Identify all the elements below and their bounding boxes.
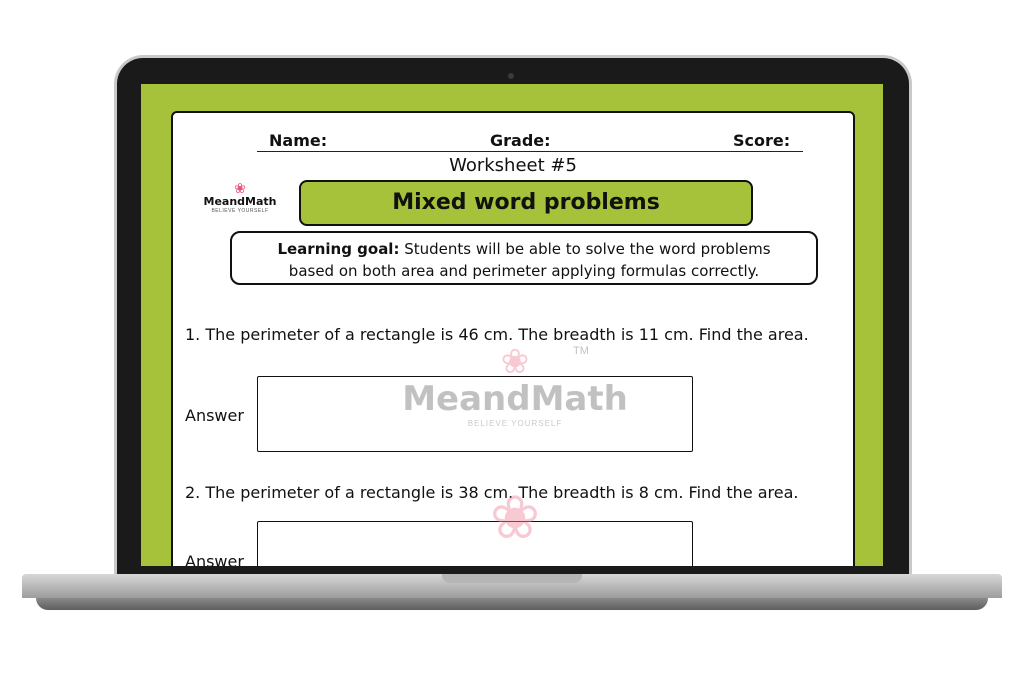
worksheet-number: Worksheet #5 <box>449 155 577 176</box>
learning-goal-label: Learning goal: <box>277 240 400 258</box>
grade-label: Grade: <box>490 131 551 150</box>
webcam-icon <box>508 73 514 79</box>
watermark-tm: TM <box>573 345 589 357</box>
answer-label-2: Answer <box>185 552 244 566</box>
score-label: Score: <box>733 131 791 150</box>
lotus-icon: ❀ <box>234 180 246 196</box>
laptop-base-bottom <box>36 598 988 610</box>
question-1: 1. The perimeter of a rectangle is 46 cm. The breadth is 11 cm. Find the area. <box>185 325 809 344</box>
watermark-lotus-large-icon: ❀ <box>489 484 541 551</box>
watermark-lotus-icon: ❀ <box>500 343 530 381</box>
learning-goal-line2: based on both area and perimeter applying formulas correctly. <box>288 262 760 280</box>
header-divider <box>257 151 803 152</box>
worksheet-page <box>171 111 855 566</box>
laptop-notch <box>442 574 582 583</box>
learning-goal-box <box>230 231 818 285</box>
watermark-text: MeandMath <box>402 379 628 419</box>
name-label: Name: <box>269 131 328 150</box>
laptop-base <box>22 574 1002 616</box>
logo-text: MeandMath <box>203 195 277 208</box>
logo-tagline: BELIEVE YOURSELF <box>211 208 269 214</box>
watermark-tagline: BELIEVE YOURSELF <box>467 419 563 428</box>
answer-box-1[interactable] <box>257 376 693 452</box>
learning-goal-line1: Students will be able to solve the word problems <box>399 240 771 258</box>
question-2: 2. The perimeter of a rectangle is 38 cm. The breadth is 8 cm. Find the area. <box>185 483 799 502</box>
answer-box-2[interactable] <box>257 521 693 566</box>
laptop-screen <box>141 84 883 566</box>
meandmath-logo <box>198 181 282 221</box>
answer-label-1: Answer <box>185 406 244 425</box>
worksheet-title: Mixed word problems <box>299 180 753 226</box>
